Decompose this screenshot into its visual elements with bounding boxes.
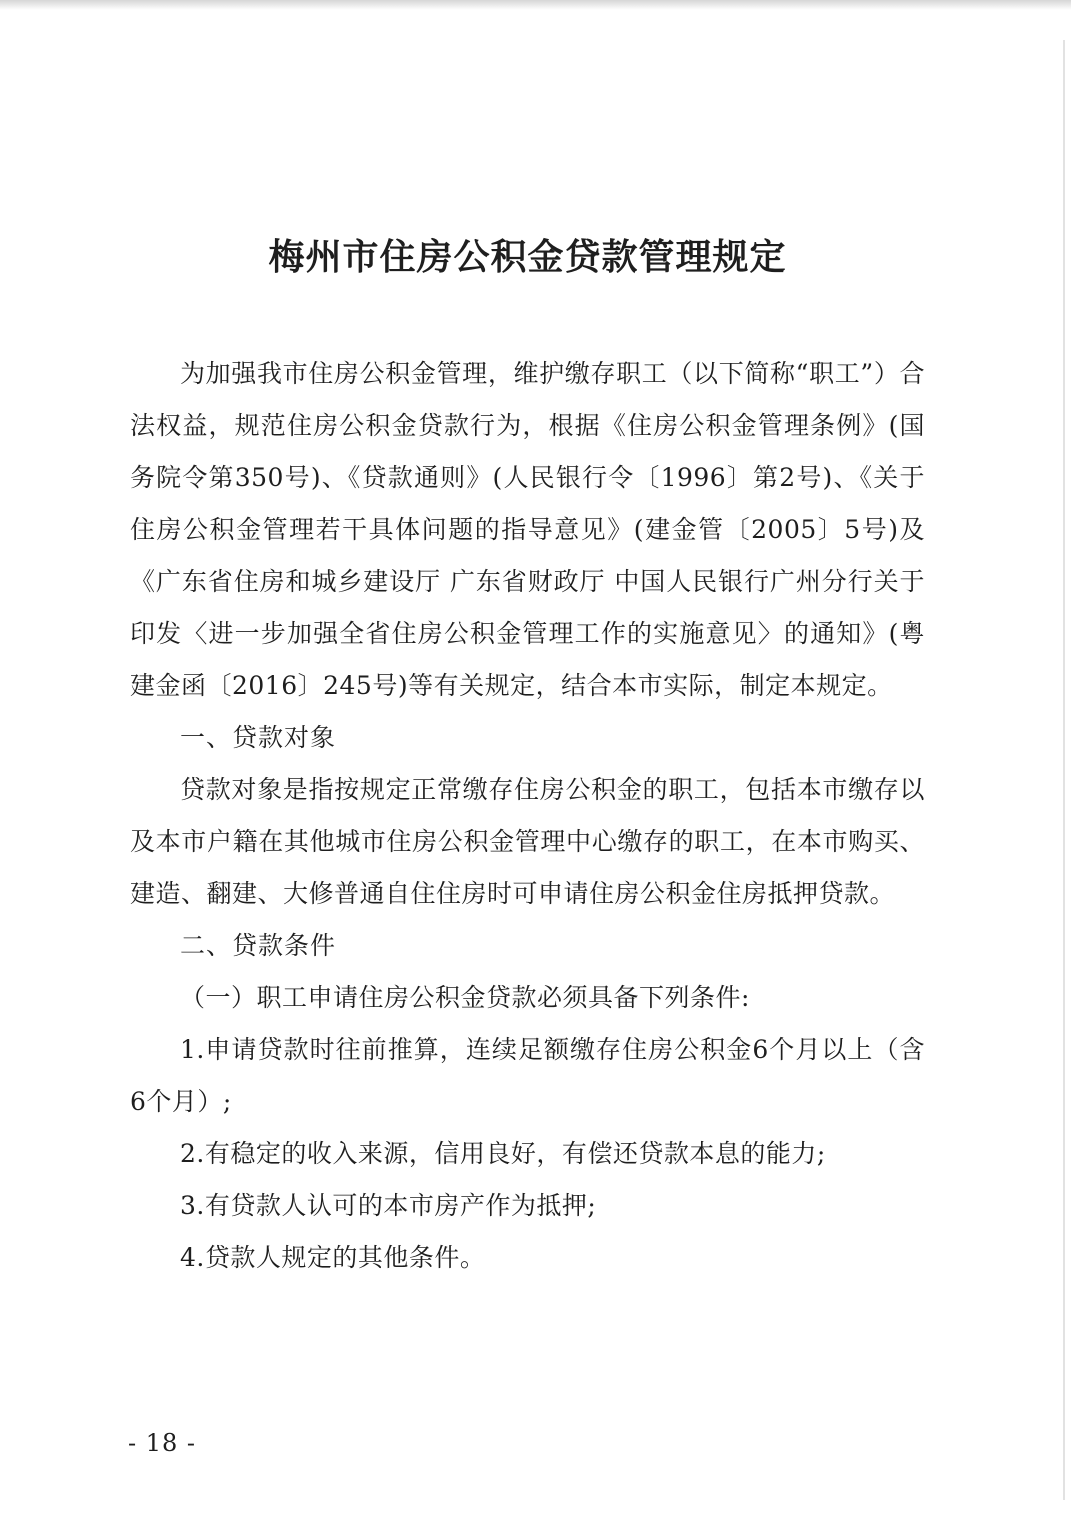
section-heading-loan-conditions: 二、贷款条件 (180, 931, 337, 960)
intro-paragraph: 为加强我市住房公积金管理，维护缴存职工（以下简称“职工”）合法权益，规范住房公积金贷款行为，根据《住房公积金管理条例》(国务院令第350号)、《贷款通则》(人民银行令〔1996〕第2号)、《关于住房公积金管理若干具体问题的指导意见》(建金管〔2005〕5号)及《广东省住房和城乡建设厅 广东省财政厅 中国人民银行广州分行关于印发〈进一步加强全省住房公积金管理工作的实施意见〉的通知》(粤建金函〔2016〕245号)等有关规定，结合本市实际，制定本规定。 (130, 359, 925, 700)
document-page (130, 230, 925, 1284)
section-loan-target (130, 712, 925, 920)
condition-item-1: 1.申请贷款时往前推算，连续足额缴存住房公积金6个月以上（含6个月）; (130, 1035, 925, 1116)
conditions-intro: （一）职工申请住房公积金贷款必须具备下列条件: (180, 983, 750, 1012)
scan-edge-right (1063, 40, 1065, 1500)
page-number: - 18 - (128, 1429, 197, 1457)
section-loan-conditions (130, 920, 925, 1284)
condition-item-2: 2.有稳定的收入来源，信用良好，有偿还贷款本息的能力; (180, 1139, 826, 1168)
condition-item-4: 4.贷款人规定的其他条件。 (180, 1243, 486, 1272)
scan-edge-top (0, 0, 1071, 10)
section-paragraph: 贷款对象是指按规定正常缴存住房公积金的职工，包括本市缴存以及本市户籍在其他城市住房公积金管理中心缴存的职工，在本市购买、建造、翻建、大修普通自住住房时可申请住房公积金住房抵押贷款。 (130, 775, 925, 908)
document-title: 梅州市住房公积金贷款管理规定 (268, 237, 787, 278)
section-heading-loan-target: 一、贷款对象 (180, 723, 337, 752)
condition-item-3: 3.有贷款人认可的本市房产作为抵押; (180, 1191, 597, 1220)
